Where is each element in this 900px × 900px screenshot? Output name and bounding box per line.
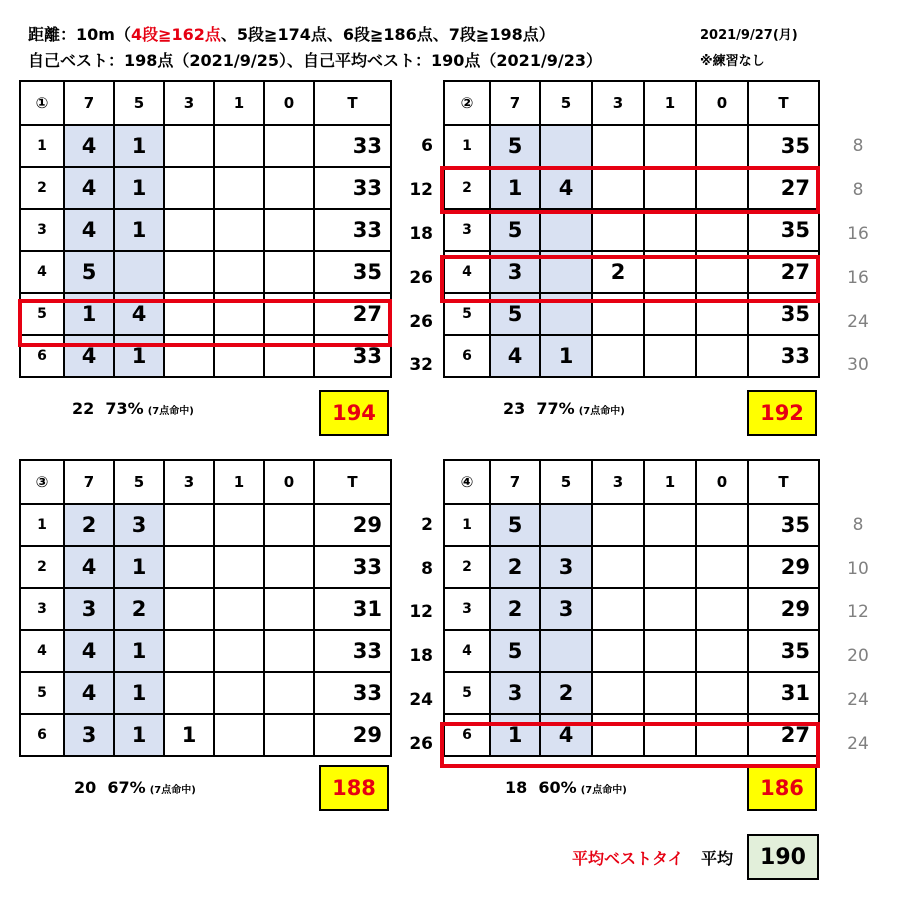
col-5-header: 5: [540, 460, 592, 504]
hit-percent: 67%: [107, 778, 146, 797]
set-1-stats: [72, 399, 194, 418]
count-5: [540, 504, 592, 546]
count-5: 1: [540, 335, 592, 377]
cumulative-diff: 18: [409, 646, 433, 666]
count-1: [214, 504, 264, 546]
col-5-header: 5: [114, 460, 164, 504]
count-5: 1: [114, 630, 164, 672]
count-7: 5: [490, 293, 540, 335]
count-7: 4: [64, 125, 114, 167]
table-row: [444, 125, 819, 167]
cumulative-diff: 8: [421, 559, 433, 579]
cumulative-diff: 26: [409, 268, 433, 288]
hit-count: 20: [74, 778, 97, 797]
set-2-total: 192: [747, 390, 817, 436]
table-row: [20, 546, 391, 588]
count-3: [164, 167, 214, 209]
count-0: [696, 588, 748, 630]
cumulative-diff: 8: [852, 515, 864, 535]
cumulative-diff: 24: [409, 690, 433, 710]
col-5-header: 5: [540, 81, 592, 125]
count-7: 3: [490, 672, 540, 714]
count-0: [264, 125, 314, 167]
end-number: 6: [20, 714, 64, 756]
end-total: 31: [748, 672, 819, 714]
table-row: [444, 335, 819, 377]
count-3: [164, 630, 214, 672]
end-number: 3: [20, 588, 64, 630]
count-3: [164, 125, 214, 167]
count-1: [644, 504, 696, 546]
cumulative-diff: 6: [421, 136, 433, 156]
cumulative-diff: 8: [852, 180, 864, 200]
set-2-stats: [503, 399, 625, 418]
count-3: [592, 672, 644, 714]
col-0-header: 0: [696, 460, 748, 504]
end-number: 2: [444, 546, 490, 588]
end-number: 4: [444, 630, 490, 672]
table-row: [20, 588, 391, 630]
count-7: 4: [64, 167, 114, 209]
best-tie-label: 平均ベストタイ: [572, 849, 684, 868]
table-row: [20, 167, 391, 209]
cumulative-diff: 16: [847, 268, 869, 288]
col-1-header: 1: [644, 81, 696, 125]
count-3: [164, 588, 214, 630]
count-3: [164, 672, 214, 714]
col-7-header: 7: [490, 81, 540, 125]
hit-percent: 60%: [538, 778, 577, 797]
end-total: 33: [314, 209, 391, 251]
date: 2021/9/27(月): [700, 28, 798, 43]
count-5: 3: [540, 546, 592, 588]
hit-count: 22: [72, 399, 95, 418]
cumulative-diff: 12: [409, 602, 433, 622]
end-number: 6: [20, 335, 64, 377]
highlight-box: [440, 722, 820, 768]
count-1: [214, 588, 264, 630]
end-total: 33: [314, 125, 391, 167]
count-5: 1: [114, 546, 164, 588]
count-1: [214, 714, 264, 756]
count-3: [592, 588, 644, 630]
table-row: [444, 672, 819, 714]
set-3-stats: [74, 778, 196, 797]
cumulative-diff: 30: [847, 355, 869, 375]
count-5: [540, 630, 592, 672]
cumulative-diff: 10: [847, 559, 869, 579]
set-label: ②: [444, 81, 490, 125]
hit-percent: 77%: [536, 399, 575, 418]
practice-note: ※練習なし: [700, 54, 765, 69]
end-total: 33: [314, 630, 391, 672]
count-7: 4: [64, 209, 114, 251]
col-3-header: 3: [592, 460, 644, 504]
table-row: [20, 714, 391, 756]
col-7-header: 7: [490, 460, 540, 504]
col-7-header: 7: [64, 81, 114, 125]
count-1: [214, 630, 264, 672]
table-row: [20, 630, 391, 672]
count-3: [592, 546, 644, 588]
count-3: [592, 504, 644, 546]
col-3-header: 3: [592, 81, 644, 125]
score-table-2: [443, 80, 820, 378]
count-7: 4: [490, 335, 540, 377]
personal-best: 自己ベスト：198点（2021/9/25）、自己平均ベスト：190点（2021/9/23）: [28, 51, 603, 70]
cumulative-diff: 16: [847, 224, 869, 244]
table-row: [20, 672, 391, 714]
count-5: 4: [114, 293, 164, 335]
col-0-header: 0: [696, 81, 748, 125]
end-total: 27: [748, 167, 819, 209]
count-7: 4: [64, 630, 114, 672]
set-4-stats: [505, 778, 627, 797]
set-label: ③: [20, 460, 64, 504]
col-total-header: T: [314, 81, 391, 125]
count-1: [214, 251, 264, 293]
count-7: 4: [64, 546, 114, 588]
count-3: [592, 630, 644, 672]
cumulative-diff: 2: [421, 515, 433, 535]
cumulative-diff: 8: [852, 136, 864, 156]
hit-note: (7点命中): [578, 406, 625, 417]
end-total: 33: [748, 335, 819, 377]
count-5: 1: [114, 714, 164, 756]
count-7: 4: [64, 672, 114, 714]
distance-criteria: [28, 22, 555, 45]
count-3: [164, 209, 214, 251]
highlight-box: [18, 299, 392, 347]
cumulative-diff: 12: [409, 180, 433, 200]
count-7: 3: [490, 251, 540, 293]
col-3-header: 3: [164, 81, 214, 125]
col-0-header: 0: [264, 81, 314, 125]
count-0: [696, 504, 748, 546]
count-5: [114, 251, 164, 293]
count-1: [644, 672, 696, 714]
count-7: 5: [490, 630, 540, 672]
end-total: 29: [314, 714, 391, 756]
table-row: [20, 209, 391, 251]
count-0: [264, 167, 314, 209]
count-7: 4: [64, 335, 114, 377]
highlight-box: [440, 255, 820, 303]
hit-note: (7点命中): [147, 406, 194, 417]
end-number: 5: [444, 293, 490, 335]
end-total: 35: [748, 293, 819, 335]
table-row: [444, 504, 819, 546]
end-total: 27: [748, 714, 819, 756]
col-3-header: 3: [164, 460, 214, 504]
end-number: 2: [20, 546, 64, 588]
end-total: 35: [748, 504, 819, 546]
count-3: [592, 125, 644, 167]
hit-note: (7点命中): [149, 785, 196, 796]
set-label: ④: [444, 460, 490, 504]
col-1-header: 1: [644, 460, 696, 504]
end-number: 6: [444, 714, 490, 756]
end-total: 29: [748, 546, 819, 588]
score-table-3: [19, 459, 392, 757]
end-number: 1: [20, 125, 64, 167]
hit-percent: 73%: [105, 399, 144, 418]
count-5: 1: [114, 209, 164, 251]
col-5-header: 5: [114, 81, 164, 125]
col-1-header: 1: [214, 81, 264, 125]
set-3-total: 188: [319, 765, 389, 811]
count-7: 1: [490, 167, 540, 209]
end-number: 1: [444, 504, 490, 546]
count-0: [264, 714, 314, 756]
end-total: 29: [748, 588, 819, 630]
distance-prefix: 距離：10m（: [28, 25, 131, 44]
count-7: 3: [64, 714, 114, 756]
count-3: 1: [164, 714, 214, 756]
cumulative-diff: 24: [847, 690, 869, 710]
col-total-header: T: [748, 81, 819, 125]
end-number: 5: [20, 293, 64, 335]
count-3: [592, 335, 644, 377]
set-1-total: 194: [319, 390, 389, 436]
count-5: 3: [114, 504, 164, 546]
count-5: 1: [114, 125, 164, 167]
set-label: ①: [20, 81, 64, 125]
count-1: [644, 335, 696, 377]
average-value: 190: [747, 834, 819, 880]
count-3: [164, 546, 214, 588]
highlight-box: [440, 166, 820, 214]
count-7: 1: [64, 293, 114, 335]
count-7: 5: [490, 209, 540, 251]
end-total: 33: [314, 167, 391, 209]
cumulative-diff: 32: [409, 355, 433, 375]
end-total: 33: [314, 546, 391, 588]
table-row: [20, 504, 391, 546]
count-5: [540, 125, 592, 167]
count-0: [696, 672, 748, 714]
col-1-header: 1: [214, 460, 264, 504]
count-5: 4: [540, 167, 592, 209]
count-5: 1: [114, 167, 164, 209]
end-total: 35: [314, 251, 391, 293]
table-row: [444, 546, 819, 588]
end-number: 3: [444, 209, 490, 251]
count-1: [644, 546, 696, 588]
end-number: 5: [444, 672, 490, 714]
count-0: [264, 546, 314, 588]
end-number: 3: [20, 209, 64, 251]
count-1: [644, 209, 696, 251]
count-5: 3: [540, 588, 592, 630]
count-0: [264, 588, 314, 630]
table-row: [444, 209, 819, 251]
grade4-threshold: 4段≧162点: [130, 25, 221, 44]
count-0: [264, 504, 314, 546]
end-total: 33: [314, 335, 391, 377]
count-5: 1: [114, 335, 164, 377]
count-7: 2: [490, 588, 540, 630]
count-0: [696, 125, 748, 167]
count-0: [696, 546, 748, 588]
cumulative-diff: 12: [847, 602, 869, 622]
count-0: [264, 209, 314, 251]
end-number: 6: [444, 335, 490, 377]
end-number: 1: [444, 125, 490, 167]
count-1: [214, 209, 264, 251]
end-number: 1: [20, 504, 64, 546]
count-7: 1: [490, 714, 540, 756]
count-7: 2: [64, 504, 114, 546]
count-0: [264, 672, 314, 714]
cumulative-diff: 20: [847, 646, 869, 666]
count-7: 2: [490, 546, 540, 588]
end-total: 27: [314, 293, 391, 335]
count-1: [644, 588, 696, 630]
col-7-header: 7: [64, 460, 114, 504]
count-1: [644, 125, 696, 167]
end-number: 4: [20, 630, 64, 672]
count-0: [264, 630, 314, 672]
hit-count: 18: [505, 778, 528, 797]
end-total: 35: [748, 630, 819, 672]
end-total: 35: [748, 209, 819, 251]
col-0-header: 0: [264, 460, 314, 504]
count-5: [540, 209, 592, 251]
hit-note: (7点命中): [580, 785, 627, 796]
cumulative-diff: 18: [409, 224, 433, 244]
end-number: 4: [20, 251, 64, 293]
cumulative-diff: 24: [847, 312, 869, 332]
count-7: 5: [490, 125, 540, 167]
col-total-header: T: [314, 460, 391, 504]
end-total: 33: [314, 672, 391, 714]
count-1: [214, 546, 264, 588]
end-number: 4: [444, 251, 490, 293]
count-0: [696, 630, 748, 672]
end-total: 35: [748, 125, 819, 167]
score-table-4: [443, 459, 820, 757]
cumulative-diff: 26: [409, 312, 433, 332]
table-row: [444, 630, 819, 672]
cumulative-diff: 24: [847, 734, 869, 754]
count-3: [164, 251, 214, 293]
table-row: [20, 251, 391, 293]
count-5: 2: [540, 672, 592, 714]
count-7: 3: [64, 588, 114, 630]
count-1: [214, 167, 264, 209]
end-number: 2: [20, 167, 64, 209]
count-5: 4: [540, 714, 592, 756]
count-7: 5: [490, 504, 540, 546]
average-label: 平均: [701, 849, 734, 868]
end-number: 5: [20, 672, 64, 714]
end-total: 27: [748, 251, 819, 293]
count-1: [644, 630, 696, 672]
count-1: [214, 125, 264, 167]
count-7: 5: [64, 251, 114, 293]
end-number: 2: [444, 167, 490, 209]
count-1: [214, 672, 264, 714]
end-total: 31: [314, 588, 391, 630]
table-row: [20, 125, 391, 167]
cumulative-diff: 26: [409, 734, 433, 754]
hit-count: 23: [503, 399, 526, 418]
table-row: [444, 588, 819, 630]
count-0: [696, 335, 748, 377]
count-5: 2: [114, 588, 164, 630]
count-3: [592, 209, 644, 251]
col-total-header: T: [748, 460, 819, 504]
count-0: [696, 209, 748, 251]
count-3: [164, 504, 214, 546]
count-3: 2: [592, 251, 644, 293]
count-0: [264, 251, 314, 293]
grade-thresholds: 、5段≧174点、6段≧186点、7段≧198点）: [220, 25, 555, 44]
set-4-total: 186: [747, 765, 817, 811]
end-number: 3: [444, 588, 490, 630]
count-5: 1: [114, 672, 164, 714]
end-total: 29: [314, 504, 391, 546]
